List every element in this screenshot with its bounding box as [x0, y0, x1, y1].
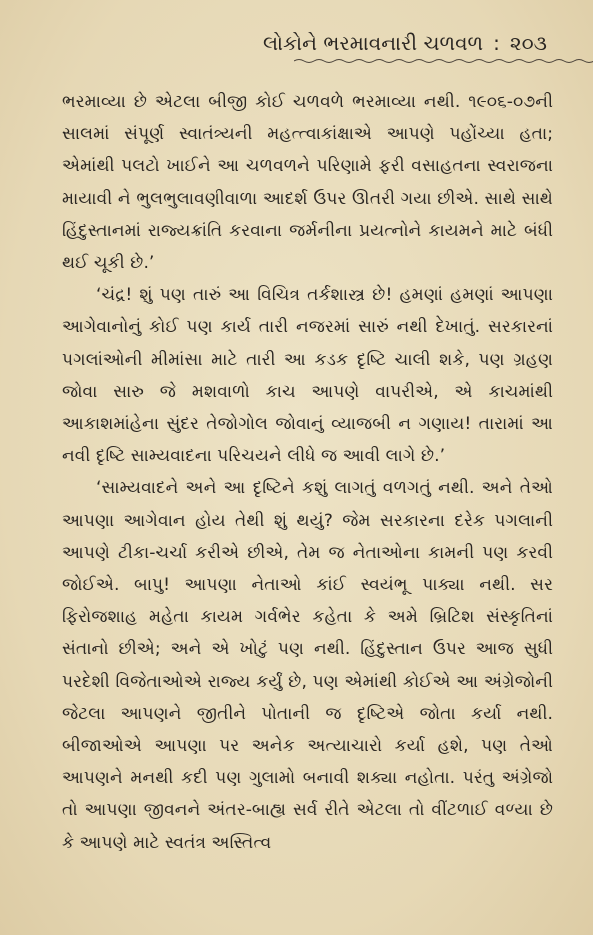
running-head [62, 30, 553, 56]
body-text [62, 86, 553, 859]
paragraph-2: ‘ચંદ્ર! શું પણ તારું આ વિચિત્ર તર્કશાસ્ત્ર છે! હમણાં હમણાં આપણા આગેવાનોનું કોઈ પણ કાર્ય તારી નજરમાં સારું નથી દેખાતું. સરકારનાં પગલાંઓની મીમાંસા માટે તારી આ કડક દૃષ્ટિ ચાલી શકે, પણ ગ્રહણ જોવા સારુ જે મશવાળો કાચ આપણે વાપરીએ, એ કાચમાંથી આકાશમાંહેના સુંદર તેજોગોલ જોવાનું વ્યાજબી ન ગણાય! તારામાં આ નવી દૃષ્ટિ સામ્યવાદના પરિચયને લીધે જ આવી લાગે છે.’ [62, 285, 553, 467]
decorative-wavy-rule [294, 58, 593, 64]
paragraph-1: ભરમાવ્યા છે એટલા બીજી કોઈ ચળવળે ભરમાવ્યા નથી. ૧૯૦૬-૦૭ની સાલમાં સંપૂર્ણ સ્વાતંત્ર્યની મહત્ત્વાકાંક્ષાએ આપણે પહોંચ્યા હતા; એમાંથી પલટો ખાઈને આ ચળવળને પરિણામે ફરી વસાહતના સ્વરાજના માયાવી ને ભુલભુલાવણીવાળા આદર્શ ઉપર ઊતરી ગયા છીએ. સાથે સાથે હિંદુસ્તાનમાં રાજ્યક્રાંતિ કરવાના જર્મનીના પ્રયત્નોને કાયમને માટે બંધી થઈ ચૂકી છે.’ [62, 92, 553, 274]
header-separator: : [493, 31, 500, 55]
running-title: લોકોને ભરમાવનારી ચળવળ [262, 31, 484, 55]
page-number: ૨૦૩ [509, 31, 547, 55]
paragraph-3: ‘સામ્યવાદને અને આ દૃષ્ટિને કશું લાગતું વળગતું નથી. અને તેઓ આપણા આગેવાન હોય તેથી શું થયું? જેમ સરકારના દરેક પગલાની આપણે ટીકા-ચર્ચા કરીએ છીએ, તેમ જ નેતાઓના કામની પણ કરવી જોઈએ. બાપુ! આપણા નેતાઓ કાંઈ સ્વયંભૂ પાક્યા નથી. સર ફિરોજશાહ મહેતા કાયમ ગર્વભેર કહેતા કે અમે બ્રિટિશ સંસ્કૃતિનાં સંતાનો છીએ; અને એ ખોટું પણ નથી. હિંદુસ્તાન ઉપર આજ સુધી પરદેશી વિજેતાઓએ રાજ્ય કર્યું છે, પણ એમાંથી કોઈએ આ અંગ્રેજોની જેટલા આપણને જીતીને પોતાની જ દૃષ્ટિએ જોતા કર્યા નથી. બીજાઓએ આપણા પર અનેક અત્યાચારો કર્યા હશે, પણ તેઓ આપણને મનથી કદી પણ ગુલામો બનાવી શક્યા નહોતા. પરંતુ અંગ્રેજો તો આપણા જીવનને અંતર-બાહ્ય સર્વ રીતે એટલા તો વીંટળાઈ વળ્યા છે કે આપણે માટે સ્વતંત્ર અસ્તિત્વ [62, 478, 553, 853]
